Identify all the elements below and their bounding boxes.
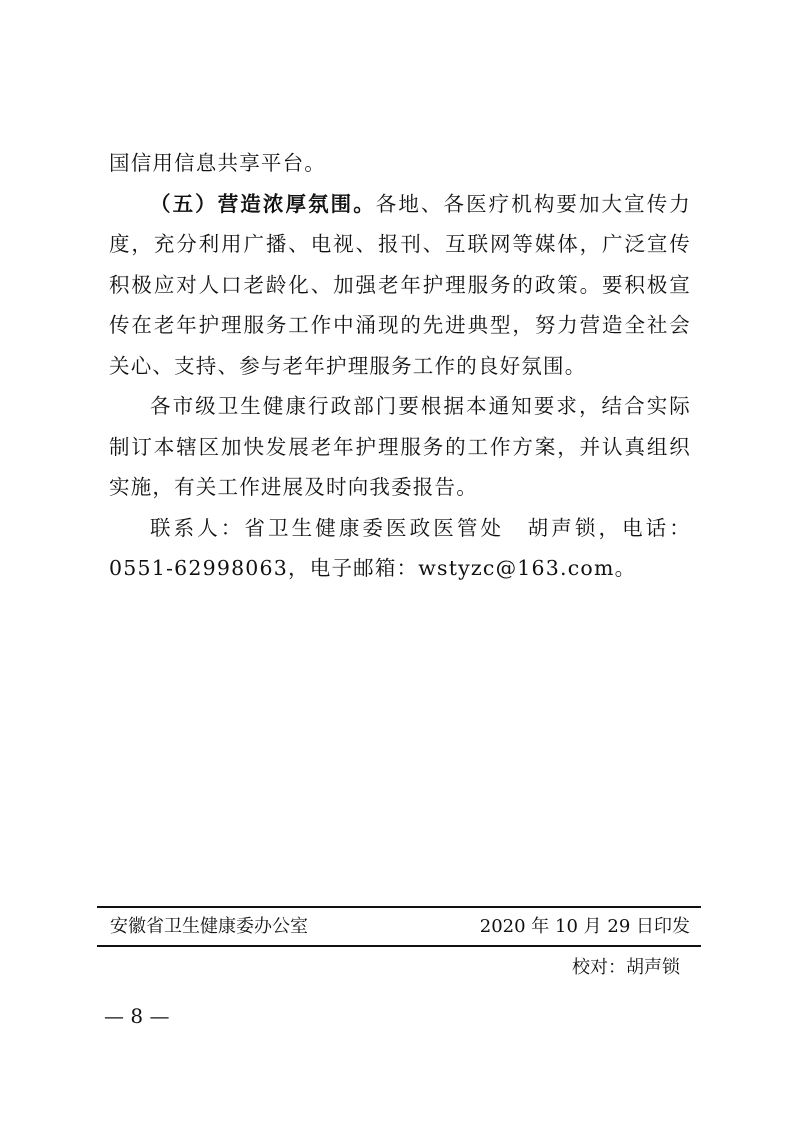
footer-middle-rule [97, 945, 701, 947]
issuance-row [110, 914, 690, 940]
section-body: 各地、各医疗机构要加大宣传力度，充分利用广播、电视、报刊、互联网等媒体，广泛宣传积极应对人口老龄化、加强老年护理服务的政策。要积极宣传在老年护理服务工作中涌现的先进典型，努力营造全社会关心、支持、参与老年护理服务工作的良好氛围。 [109, 191, 691, 378]
page-number: — 8 — [104, 1004, 170, 1028]
paragraph-continuation: 国信用信息共享平台。 [109, 151, 326, 175]
document-body [109, 143, 691, 589]
issue-date: 2020 年 10 月 29 日印发 [479, 916, 690, 937]
paragraph-contact: 联系人：省卫生健康委医政医管处 胡声锁，电话：0551-62998063，电子邮箱：wstyzc@163.com。 [109, 515, 691, 580]
issuer-name: 安徽省卫生健康委办公室 [110, 916, 308, 937]
section-heading: （五）营造浓厚氛围。 [150, 191, 376, 216]
footer-top-rule [97, 906, 701, 908]
proofreader-line: 校对：胡声锁 [572, 957, 680, 978]
paragraph-atmosphere [109, 184, 691, 387]
paragraph-requirements: 各市级卫生健康行政部门要根据本通知要求，结合实际制订本辖区加快发展老年护理服务的工作方案，并认真组织实施，有关工作进展及时向我委报告。 [109, 394, 691, 499]
